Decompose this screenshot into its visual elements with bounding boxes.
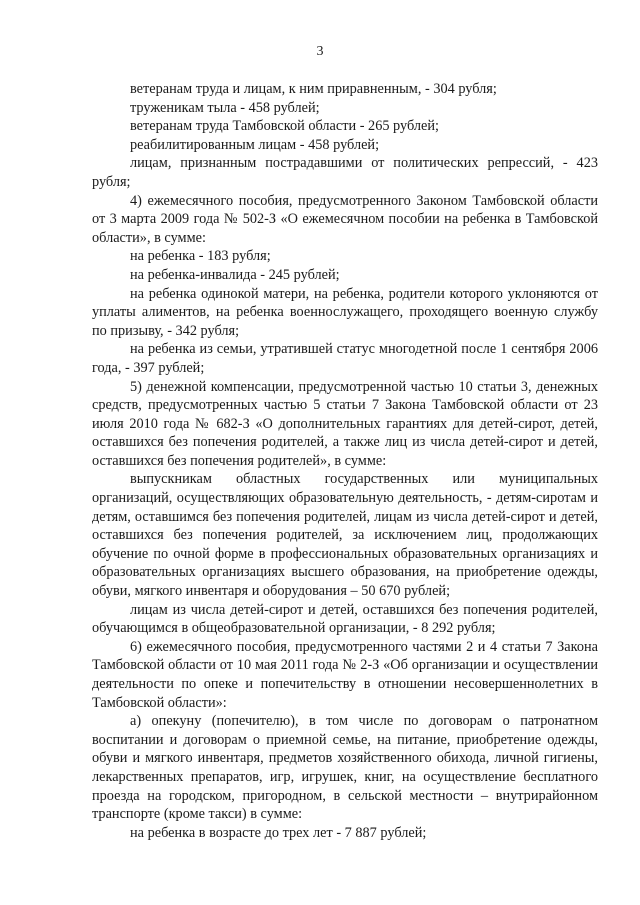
paragraph-large-family-child: на ребенка из семьи, утратившей статус многодетной после 1 сентября 2006 года, - 397 рублей;	[92, 341, 598, 376]
paragraph-disabled-child: на ребенка-инвалида - 245 рублей;	[130, 266, 340, 283]
paragraph-graduates: выпускникам областных государственных или муниципальных организаций, осуществляющих образовательную деятельность, - детям-сиротам и детям, оставшимся без попечения родителей, лицам из числа детей-сирот и детей, оставшихся без попечения родителей, за исключением лиц, продолжающих обучение по очной форме в профессиональных образовательных организациях и образовательных организациях высшего образования, на приобретение одежды, обуви, мягкого инвентаря и оборудования – 50 670 рублей;	[92, 471, 598, 600]
paragraph-orphan-students: лицам из числа детей-сирот и детей, оставшихся без попечения родителей, обучающимся в общеобразовательной организации, - 8 292 рубля;	[92, 601, 598, 637]
paragraph-item-4: 4) ежемесячного пособия, предусмотренного Законом Тамбовской области от 3 марта 2009 года № 502-З «О ежемесячном пособии на ребенка в Тамбовской области», в сумме:	[92, 192, 598, 246]
paragraph-home-front-workers: труженикам тыла - 458 рублей;	[130, 99, 320, 116]
paragraph-child-under-three: на ребенка в возрасте до трех лет - 7 887 рублей;	[130, 824, 427, 841]
paragraph-single-mother-child: на ребенка одинокой матери, на ребенка, родители которого уклоняются от уплаты алиментов, на ребенка военнослужащего, проходящего военную службу по призыву, - 342 рубля;	[92, 285, 598, 339]
paragraph-item-5: 5) денежной компенсации, предусмотренной частью 10 статьи 3, денежных средств, предусмотренных частью 5 статьи 7 Закона Тамбовской области от 23 июля 2010 года № 682-З «О дополнительных гарантиях для детей-сирот, детей, оставшихся без попечения родителей, а также лиц из числа детей-сирот и детей, оставшихся без попечения родителей», в сумме:	[92, 378, 598, 469]
page-number: 3	[316, 44, 324, 59]
paragraph-item-6: 6) ежемесячного пособия, предусмотренного частями 2 и 4 статьи 7 Закона Тамбовской области от 10 мая 2011 года № 2-З «Об организации и осуществлении деятельности по опеке и попечительству в отношении несовершеннолетних в Тамбовской области»:	[92, 638, 598, 711]
document-body	[92, 80, 598, 842]
paragraph-rehabilitated-persons: реабилитированным лицам - 458 рублей;	[130, 136, 380, 153]
paragraph-tambov-labor-veterans: ветеранам труда Тамбовской области - 265 рублей;	[130, 118, 440, 135]
paragraph-labor-veterans: ветеранам труда и лицам, к ним приравненным, - 304 рубля;	[130, 81, 497, 97]
paragraph-per-child: на ребенка - 183 рубля;	[130, 248, 271, 265]
paragraph-item-6a: а) опекуну (попечителю), в том числе по договорам о патронатном воспитании и договорам о приемной семье, на питание, приобретение одежды, обуви и мягкого инвентаря, предметов хозяйственного обихода, личной гигиены, лекарственных препаратов, игр, игрушек, книг, на осуществление бесплатного проезда на городском, пригородном, в сельской местности – внутрирайонном транспорте (кроме такси) в сумме:	[92, 713, 598, 823]
paragraph-repression-victims: лицам, признанным пострадавшими от политических репрессий, - 423 рубля;	[92, 155, 598, 190]
